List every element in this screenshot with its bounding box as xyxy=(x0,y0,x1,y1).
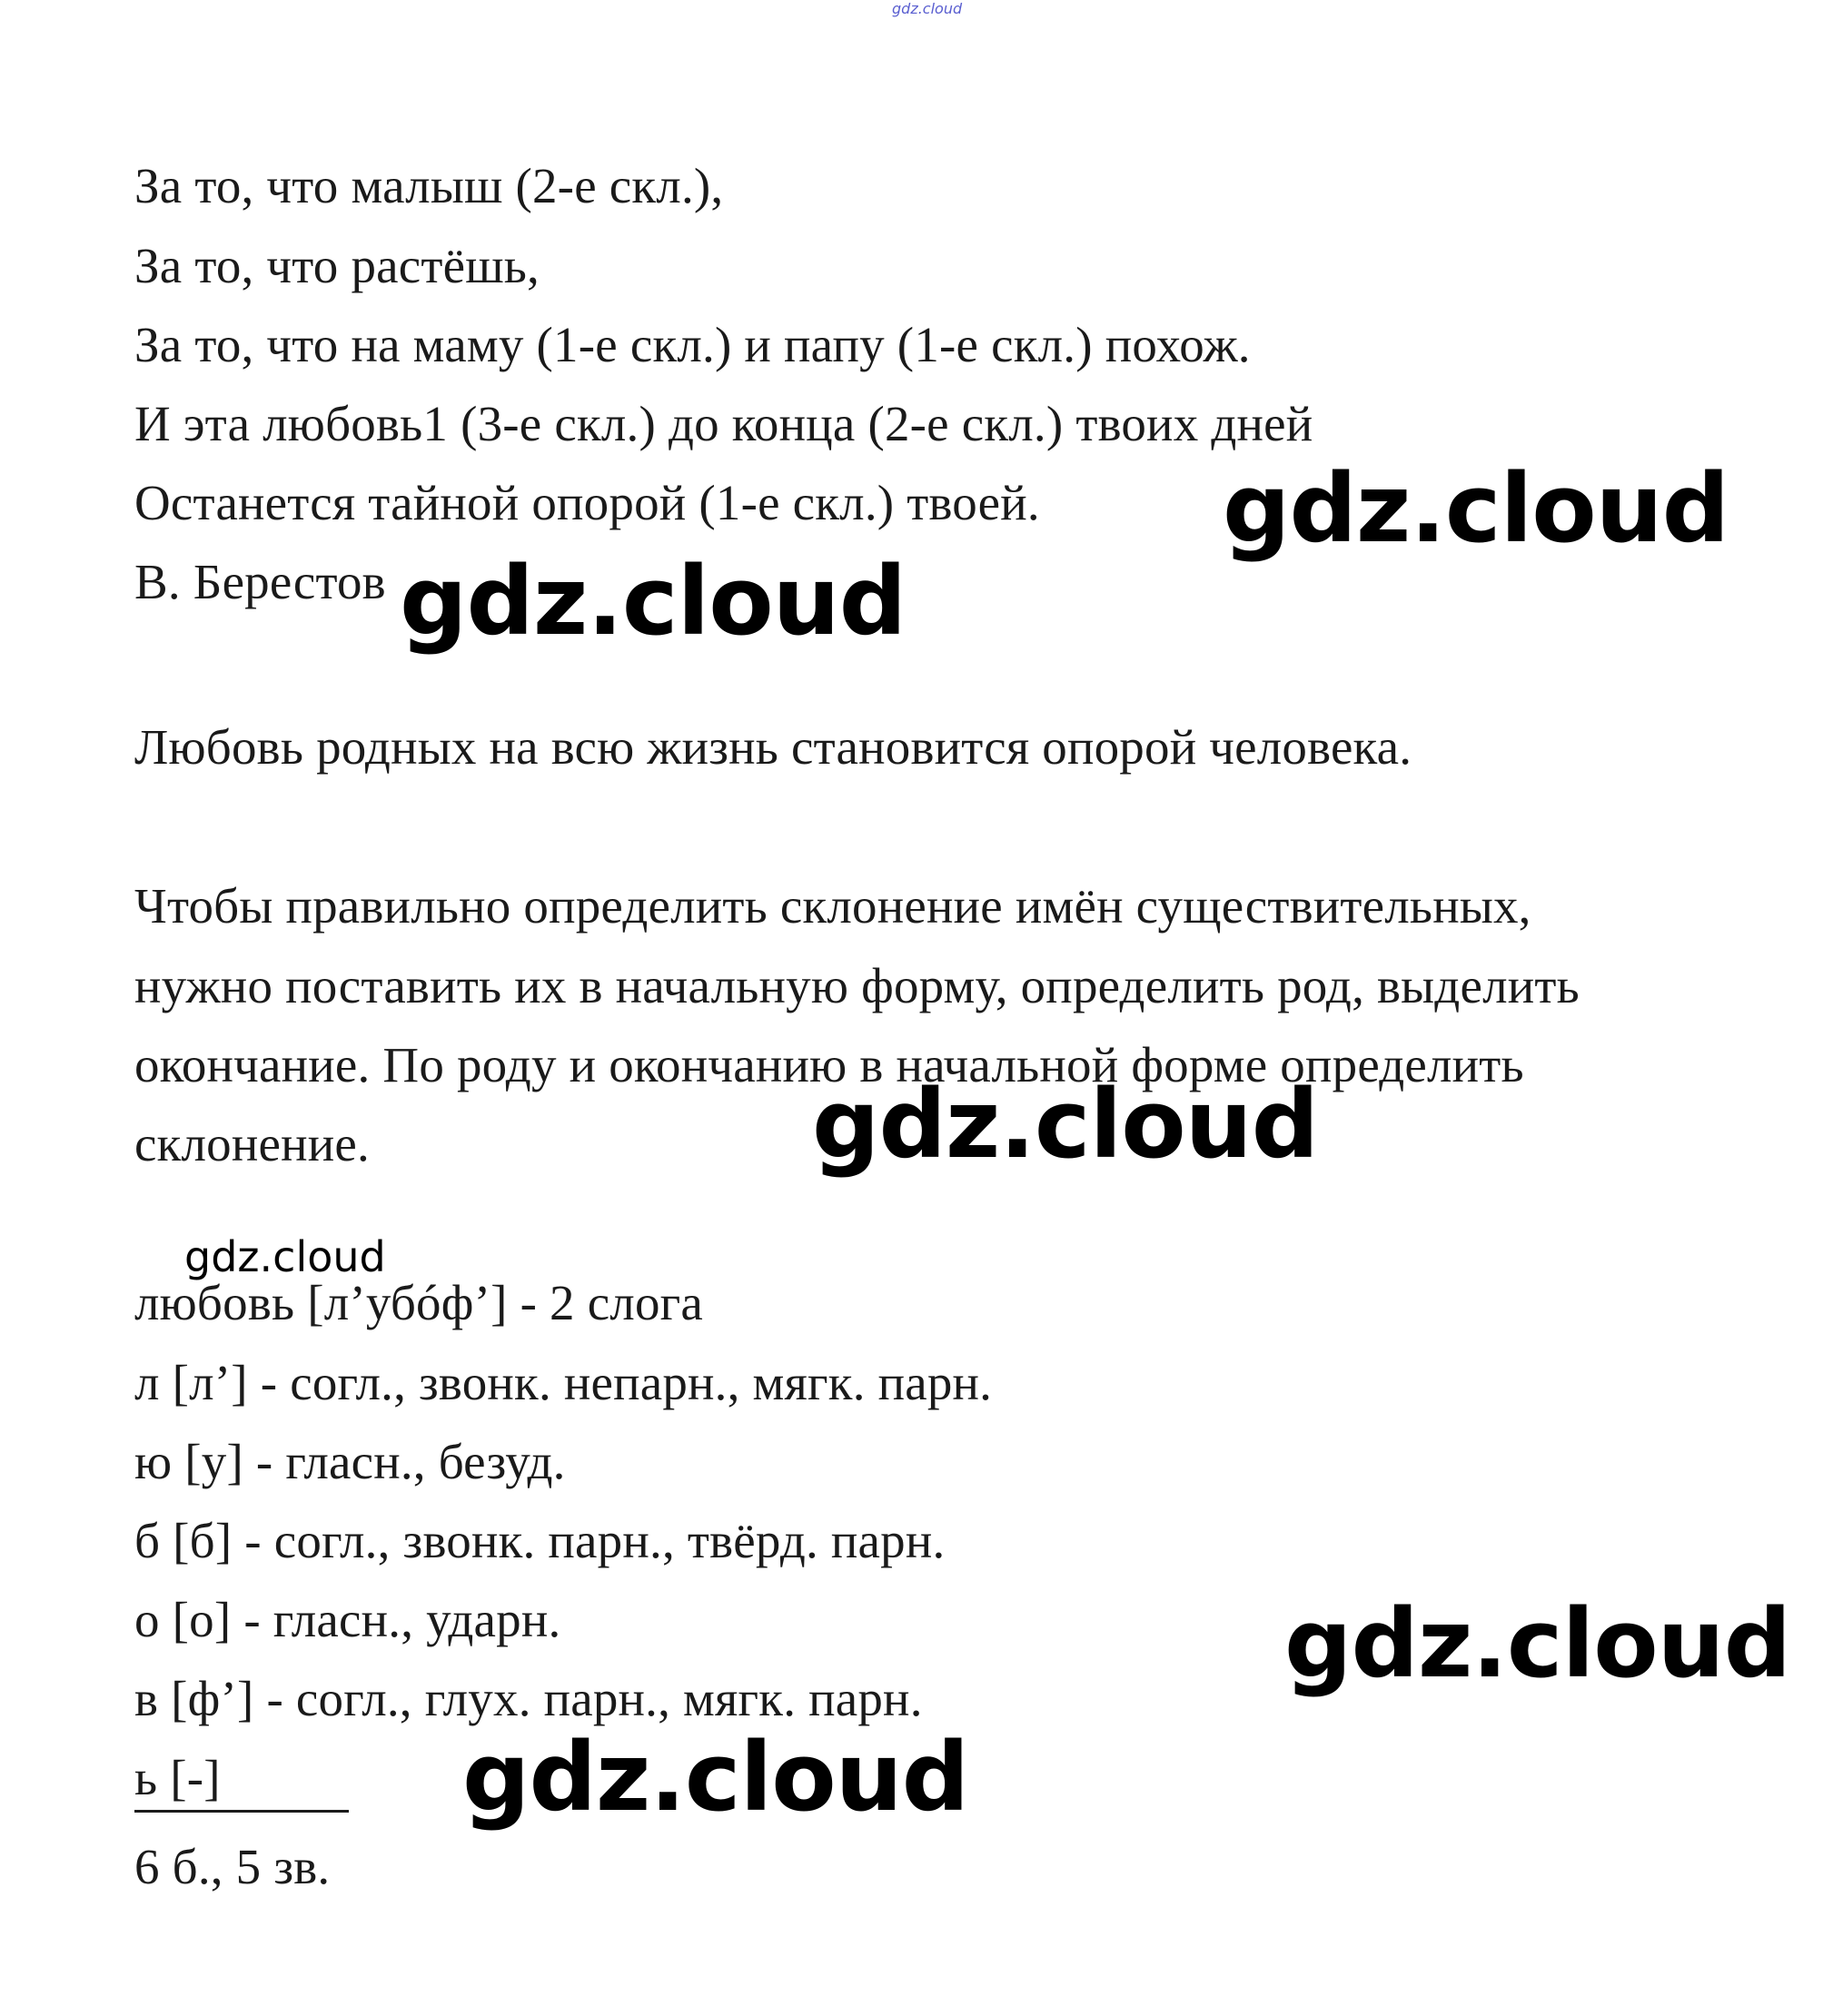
site-mark: gdz.cloud xyxy=(892,0,963,17)
poem-line: Останется тайной опорой (1-е скл.) твоей. xyxy=(134,475,1040,530)
poem-line: За то, что растёшь, xyxy=(134,238,540,293)
main-idea-text: Любовь родных на всю жизнь становится опорой человека. xyxy=(134,719,1412,775)
phonetic-line: ь [-] xyxy=(134,1750,221,1805)
rule-line: нужно поставить их в начальную форму, определить род, выделить xyxy=(134,958,1580,1013)
rule-line: окончание. По роду и окончанию в начальной форме определить xyxy=(134,1037,1524,1092)
phonetic-line: в [ф’] - согл., глух. парн., мягк. парн. xyxy=(134,1671,923,1726)
phonetic-line: л [л’] - согл., звонк. непарн., мягк. парн. xyxy=(134,1355,993,1410)
poem-line: За то, что малыш (2-е скл.), xyxy=(134,158,724,213)
phonetic-line: о [о] - гласн., ударн. xyxy=(134,1592,561,1647)
watermark: gdz.cloud xyxy=(462,1722,969,1833)
phonetic-summary: 6 б., 5 зв. xyxy=(134,1839,331,1894)
watermark: gdz.cloud xyxy=(184,1232,386,1281)
watermark: gdz.cloud xyxy=(400,546,907,657)
underline xyxy=(134,1810,349,1813)
phonetic-line: любовь [л’убóф’] - 2 слога xyxy=(134,1275,704,1330)
phonetic-line: ю [у] - гласн., безуд. xyxy=(134,1434,566,1489)
phonetic-line: б [б] - согл., звонк. парн., твёрд. парн. xyxy=(134,1513,946,1568)
poem-line: За то, что на маму (1-е скл.) и папу (1-е скл.) похож. xyxy=(134,317,1251,372)
rule-line: склонение. xyxy=(134,1116,370,1171)
watermark: gdz.cloud xyxy=(1223,453,1729,564)
poem-line: И эта любовь1 (3-е скл.) до конца (2-е скл.) твоих дней xyxy=(134,396,1313,451)
watermark: gdz.cloud xyxy=(1284,1588,1791,1699)
rule-line: Чтобы правильно определить склонение имён существительных, xyxy=(134,878,1531,934)
watermark: gdz.cloud xyxy=(812,1069,1319,1180)
poem-author: В. Берестов xyxy=(134,554,386,609)
